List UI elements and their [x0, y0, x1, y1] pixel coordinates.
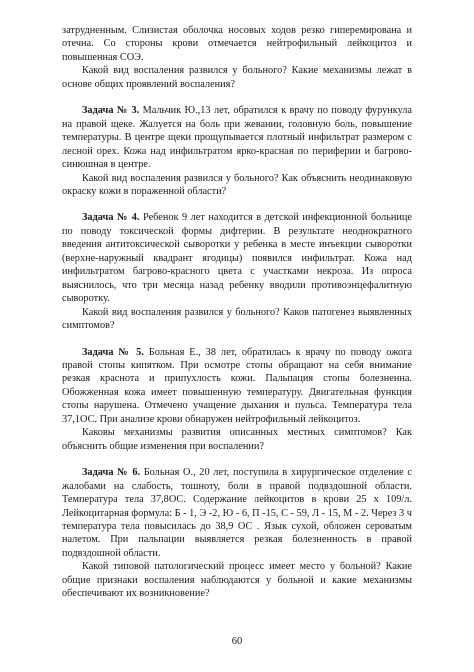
task-3-question: Какой вид воспаления развился у больного? Как объяснить неодинаковую окраску кожи в пораженной области? — [62, 172, 412, 197]
continuation-question: Какой вид воспаления развился у больного? Какие механизмы лежат в основе общих проявлений воспаления? — [62, 65, 412, 90]
task-4-body: Ребенок 9 лет находится в детской инфекционной больнице по поводу токсической формы дифтерии. В результате неоднократного введения антитоксической сыворотки у ребенка в месте инъекции сыворотки (верхне-наружный квадрант ягодицы) появился инфильтрат. Кожа над инфильтратом багрово-красного цвета с участками некроза. Из опроса выяснилось, что три месяца назад ребенку вводили противоэнцефалитную сыворотку. — [62, 212, 413, 305]
task-4-text — [62, 211, 412, 305]
task-3-body: Мальчик Ю.,13 лет, обратился к врачу по поводу фурункула на правой щеке. Жалуется на боль при жевании, головную боль, повышение температуры. В центре щеки прощупывается плотный инфильтрат размером с лесной орех. Кожа над инфильтратом ярко-красная по периферии и багрово-синюшная в центре. — [62, 105, 413, 171]
continuation-text: затрудненным. Слизистая оболочка носовых ходов резко гиперемирована и отечна. Со стороны крови отмечается нейтрофильный лейкоцитоз и повышенная СОЭ. — [62, 25, 412, 63]
task-5-body: Больная Е., 38 лет, обратилась к врачу по поводу ожога правой стопы кипятком. При осмотре стопы обращают на себя внимание резкая краснота и припухлость кожи. Пальпация стопы болезненна. Обожженная кожа имеет повышенную температуру. Двигательная функция стопы нарушена. Отмечено учащение дыхания и пульса. Температура тела 37,1ОС. При анализе крови обнаружен нейтрофильный лейкоцитоз. — [62, 346, 412, 425]
task-3-text — [62, 104, 412, 171]
task-4-question: Какой вид воспаления развился у больного? Каков патогенез выявленных симптомов? — [62, 306, 412, 332]
page-content — [62, 24, 412, 601]
task-5-title: Задача № 5. — [82, 346, 144, 358]
task-6-title: Задача № 6. — [82, 467, 141, 479]
task-3-title: Задача № 3. — [82, 105, 140, 117]
task-6-text — [62, 466, 412, 560]
task-6-question: Какой типовой патологический процесс имеет место у больной? Какие общие признаки воспаления наблюдаются у больной и какие механизмы обеспечивают их возникновение? — [62, 561, 412, 600]
page-number: 60 — [231, 636, 243, 647]
task-5-text — [62, 346, 412, 427]
task-5-question: Каковы механизмы развития описанных местных симптомов? Как объяснить общие изменения при воспалении? — [62, 427, 412, 452]
task-6-body: Больная О., 20 лет, поступила в хирургическое отделение с жалобами на слабость, тошноту, боли в правой подвздошной области. Температура тела 37,8ОС. Содержание лейкоцитов в крови 25 х 109/л. Лейкоцитарная формула: Б - 1, Э -2, Ю - 6, П -15, С - 59, Л - 15, М - 2. Через 3 ч температура тела повысилась до 38,9 ОС . Язык сухой, обложен сероватым налетом. При пальпации выявляется резкая болезненность в правой подвздошной области. — [62, 467, 412, 559]
task-4-title: Задача № 4. — [82, 212, 140, 224]
